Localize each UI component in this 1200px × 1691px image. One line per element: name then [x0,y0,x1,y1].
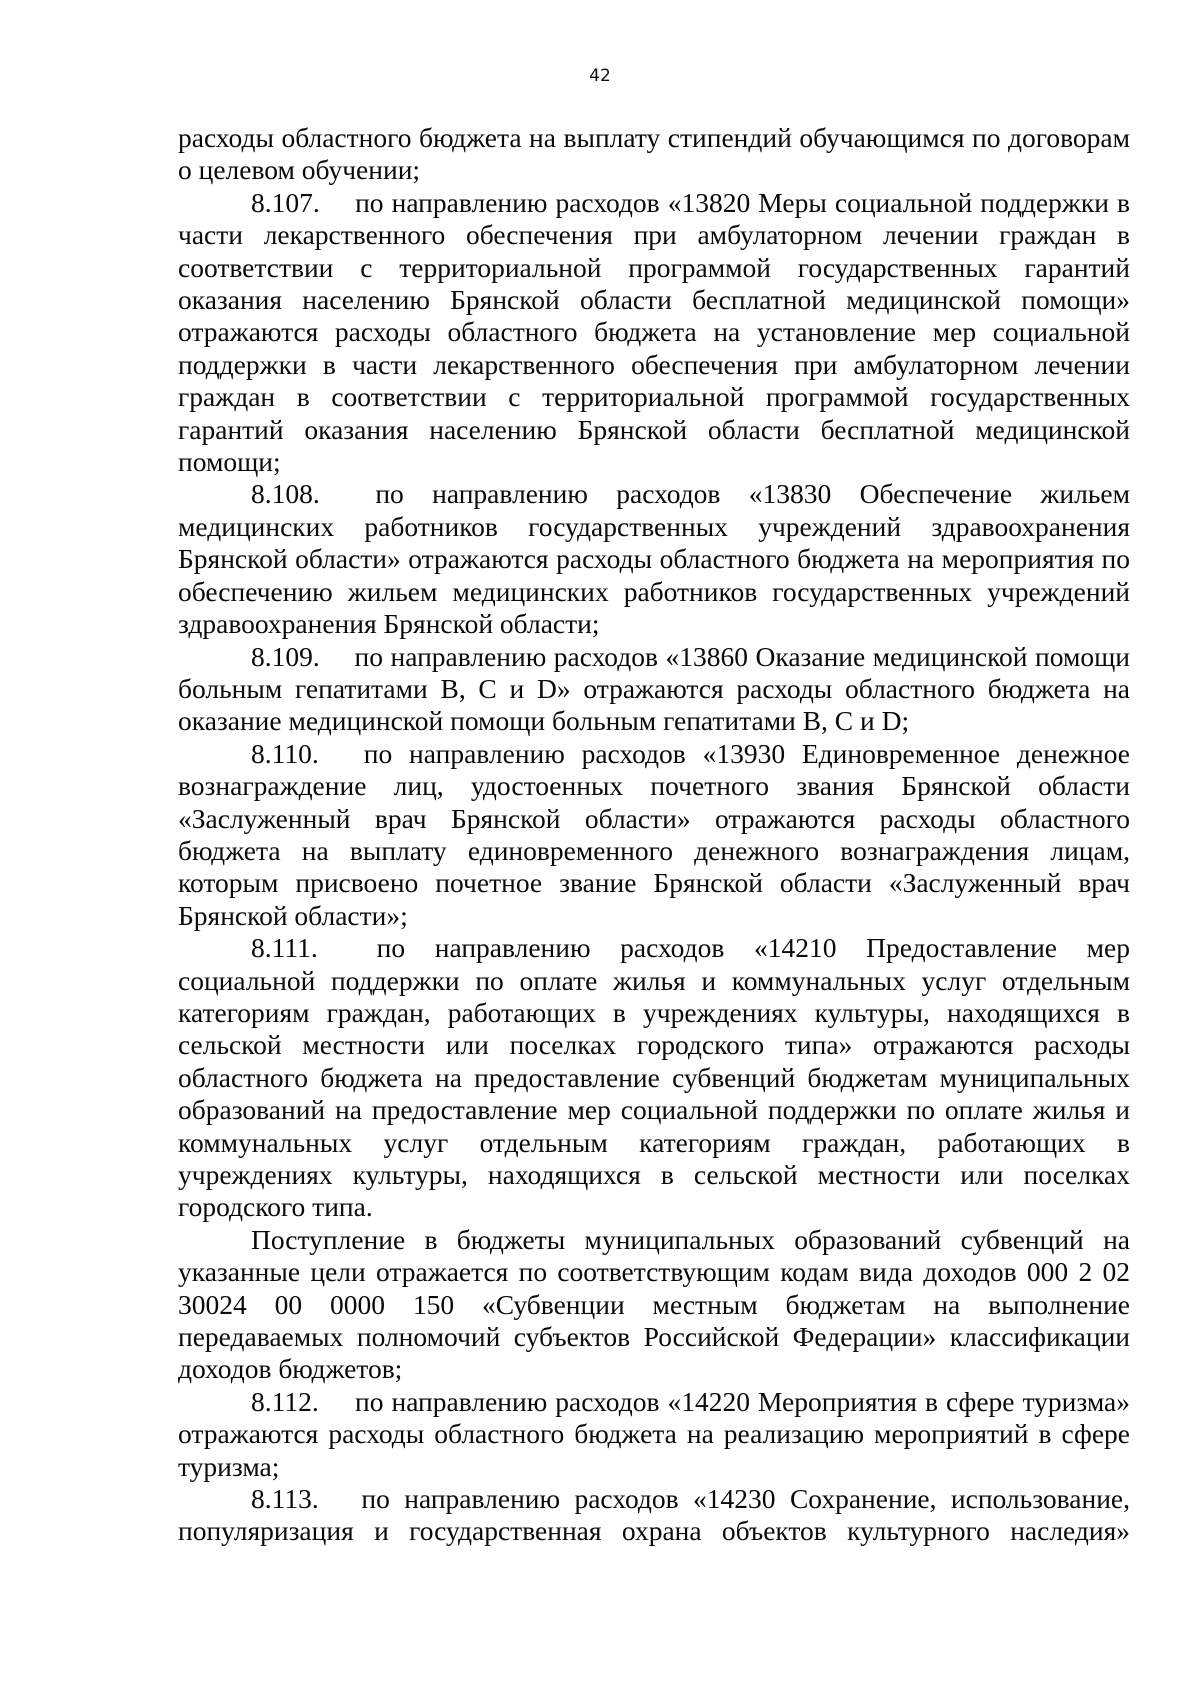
paragraph-8-111 [178,932,1130,1224]
paragraph-text: по направлению расходов «14220 Мероприятия в сфере туризма» отражаются расходы областного бюджета на реализацию мероприятий в сфере туризма; [178,1385,1131,1482]
paragraph-number: 8.109. [251,640,320,672]
document-body [178,122,1130,1548]
paragraph-number: 8.111. [251,932,318,964]
paragraph-subventions-note [178,1224,1130,1386]
paragraph-number: 8.112. [251,1385,319,1417]
page-number: 42 [589,66,611,86]
paragraph-continuation [178,122,1130,187]
paragraph-text: по направлению расходов «14230 Сохранение, использование, популяризация и государственная охрана объектов культурного наследия» [178,1483,1130,1547]
paragraph-text: Поступление в бюджеты муниципальных образований субвенций на указанные цели отражается по соответствующим кодам вида доходов 000 2 02 30024 00 0000 150 «Субвенции местным бюджетам на выполнение передаваемых полномочий субъектов Российской Федерации» классификации доходов бюджетов; [178,1223,1130,1385]
paragraph-number: 8.107. [251,186,320,218]
paragraph-number: 8.110. [251,737,319,769]
paragraph-text: по направлению расходов «13830 Обеспечение жильем медицинских работников государственных учреждений здравоохранения Брянской области» отражаются расходы областного бюджета на мероприятия по обеспечению жильем медицинских работников государственных учреждений здравоохранения Брянской области; [178,478,1131,640]
paragraph-text: по направлению расходов «13860 Оказание медицинской помощи больным гепатитами B, C и D» отражаются расходы областного бюджета на оказание медицинской помощи больным гепатитами B, C и D; [178,640,1130,737]
paragraph-8-110 [178,738,1130,932]
paragraph-text: расходы областного бюджета на выплату стипендий обучающимся по договорам о целевом обучении; [178,122,1130,186]
paragraph-number: 8.113. [251,1483,319,1515]
paragraph-8-108 [178,478,1130,640]
paragraph-8-107 [178,187,1130,479]
paragraph-8-113 [178,1483,1130,1548]
paragraph-8-112 [178,1386,1130,1483]
paragraph-text: по направлению расходов «13820 Меры социальной поддержки в части лекарственного обеспечения при амбулаторном лечении граждан в соответствии с территориальной программой государственных гарантий оказания населению Брянской области бесплатной медицинской помощи» отражаются расходы областного бюджета на установление мер социальной поддержки в части лекарственного обеспечения при амбулаторном лечении граждан в соответствии с территориальной программой государственных гарантий оказания населению Брянской области бесплатной медицинской помощи; [178,186,1130,478]
paragraph-8-109 [178,641,1130,738]
paragraph-number: 8.108. [251,478,320,510]
paragraph-text: по направлению расходов «13930 Единовременное денежное вознаграждение лиц, удостоенных почетного звания Брянской области «Заслуженный врач Брянской области» отражаются расходы областного бюджета на выплату единовременного денежного вознаграждения лицам, которым присвоено почетное звание Брянской области «Заслуженный врач Брянской области»; [178,737,1131,931]
paragraph-text: по направлению расходов «14210 Предоставление мер социальной поддержки по оплате жилья и коммунальных услуг отдельным категориям граждан, работающих в учреждениях культуры, находящихся в сельской местности или поселках городского типа» отражаются расходы областного бюджета на предоставление субвенций бюджетам муниципальных образований на предоставление мер социальной поддержки по оплате жилья и коммунальных услуг отдельным категориям граждан, работающих в учреждениях культуры, находящихся в сельской местности или поселках городского типа. [178,932,1131,1223]
